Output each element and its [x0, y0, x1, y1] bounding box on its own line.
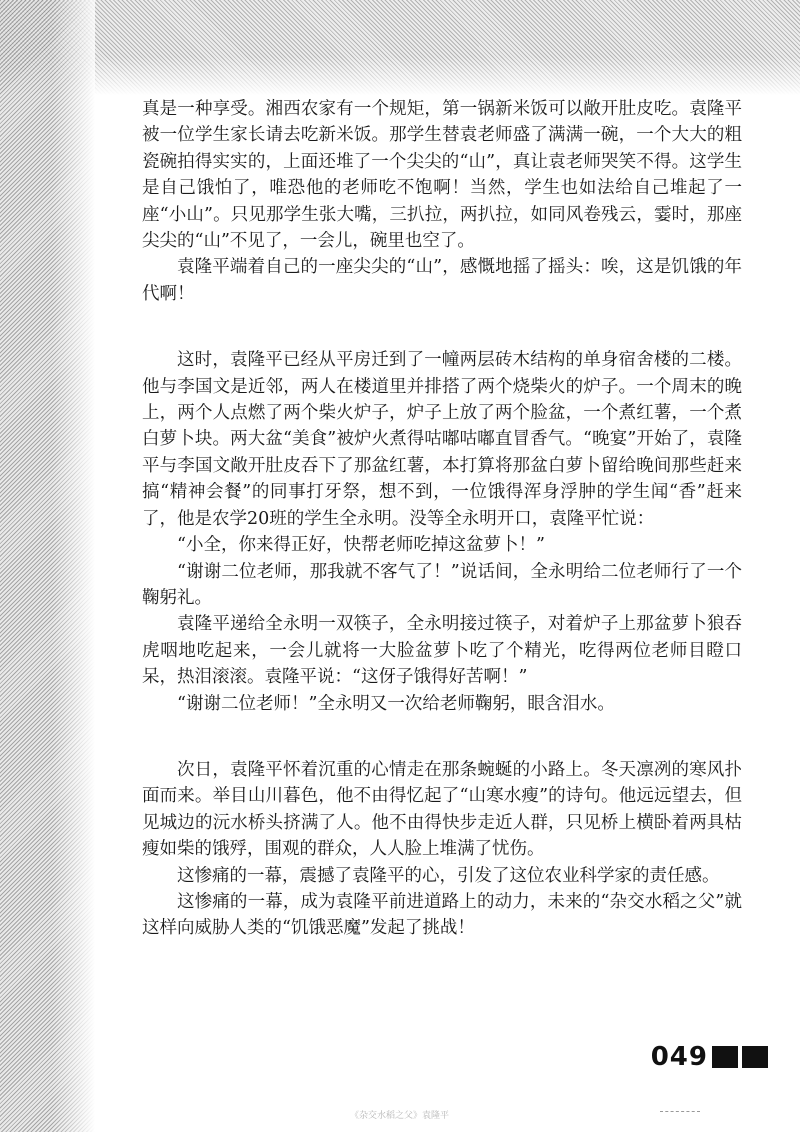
page-marker-icon [712, 1046, 738, 1068]
divider [660, 1111, 700, 1112]
paragraph: 袁隆平递给全永明一双筷子，全永明接过筷子，对着炉子上那盆萝卜狼吞虎咽地吃起来，一会儿就将一大脸盆萝卜吃了个精光，吃得两位老师目瞪口呆，热泪滚滚。袁隆平说：“这伢子饿得好苦啊！” [142, 614, 742, 688]
paragraph: 这惨痛的一幕，震撼了袁隆平的心，引发了这位农业科学家的责任感。 [177, 865, 720, 886]
page-number-block [651, 1042, 768, 1072]
footer-note: 《杂交水稻之父》袁隆平 [350, 1111, 450, 1121]
paragraph: 次日，袁隆平怀着沉重的心情走在那条蜿蜒的小路上。冬天凛冽的寒风扑面而来。举目山川暮色，他不由得忆起了“山寒水瘦”的诗句。他远远望去，但见城边的沅水桥头挤满了人。他不由得快步走近人群，只见桥上横卧着两具枯瘦如柴的饿殍，围观的群众，人人脸上堆满了忧伤。 [142, 759, 742, 860]
page-marker-icon [742, 1046, 768, 1068]
paragraph: 这惨痛的一幕，成为袁隆平前进道路上的动力，未来的“杂交水稻之父”就这样向威胁人类的“饥饿恶魔”发起了挑战！ [142, 891, 742, 939]
paragraph: “谢谢二位老师，那我就不客气了！”说话间，全永明给二位老师行了一个鞠躬礼。 [142, 561, 742, 608]
paragraph: “小全，你来得正好，快帮老师吃掉这盆萝卜！” [177, 535, 545, 556]
page-number: 049 [650, 1042, 708, 1072]
scan-shadow-left [0, 0, 95, 1132]
body-text [142, 96, 742, 942]
paragraph: 这时，袁隆平已经从平房迁到了一幢两层砖木结构的单身宿舍楼的二楼。他与李国文是近邻，两人在楼道里并排搭了两个烧柴火的炉子。一个周末的晚上，两个人点燃了两个柴火炉子，炉子上放了两个脸盆，一个煮红薯，一个煮白萝卜块。两大盆“美食”被炉火煮得咕嘟咕嘟直冒香气。“晚宴”开始了，袁隆平与李国文敞开肚皮吞下了那盆红薯，本打算将那盆白萝卜留给晚间那些赶来搞“精神会餐”的同事打牙祭，想不到，一位饿得浑身浮肿的学生闻“香”赶来了，他是农学20班的学生全永明。没等全永明开口，袁隆平忙说： [142, 350, 742, 529]
paragraph: 袁隆平端着自己的一座尖尖的“山”，感慨地摇了摇头：唉，这是饥饿的年代啊！ [142, 257, 742, 304]
scan-shadow-top [0, 0, 800, 95]
paragraph: 真是一种享受。湘西农家有一个规矩，第一锅新米饭可以敞开肚皮吃。袁隆平被一位学生家长请去吃新米饭。那学生替袁老师盛了满满一碗，一个大大的粗瓷碗拍得实实的，上面还堆了一个尖尖的“山”，真让袁老师哭笑不得。这学生是自己饿怕了，唯恐他的老师吃不饱啊！当然，学生也如法给自己堆起了一座“小山”。只见那学生张大嘴，三扒拉，两扒拉，如同风卷残云，霎时，那座尖尖的“山”不见了，一会儿，碗里也空了。 [142, 99, 742, 252]
paragraph: “谢谢二位老师！”全永明又一次给老师鞠躬，眼含泪水。 [177, 693, 615, 714]
